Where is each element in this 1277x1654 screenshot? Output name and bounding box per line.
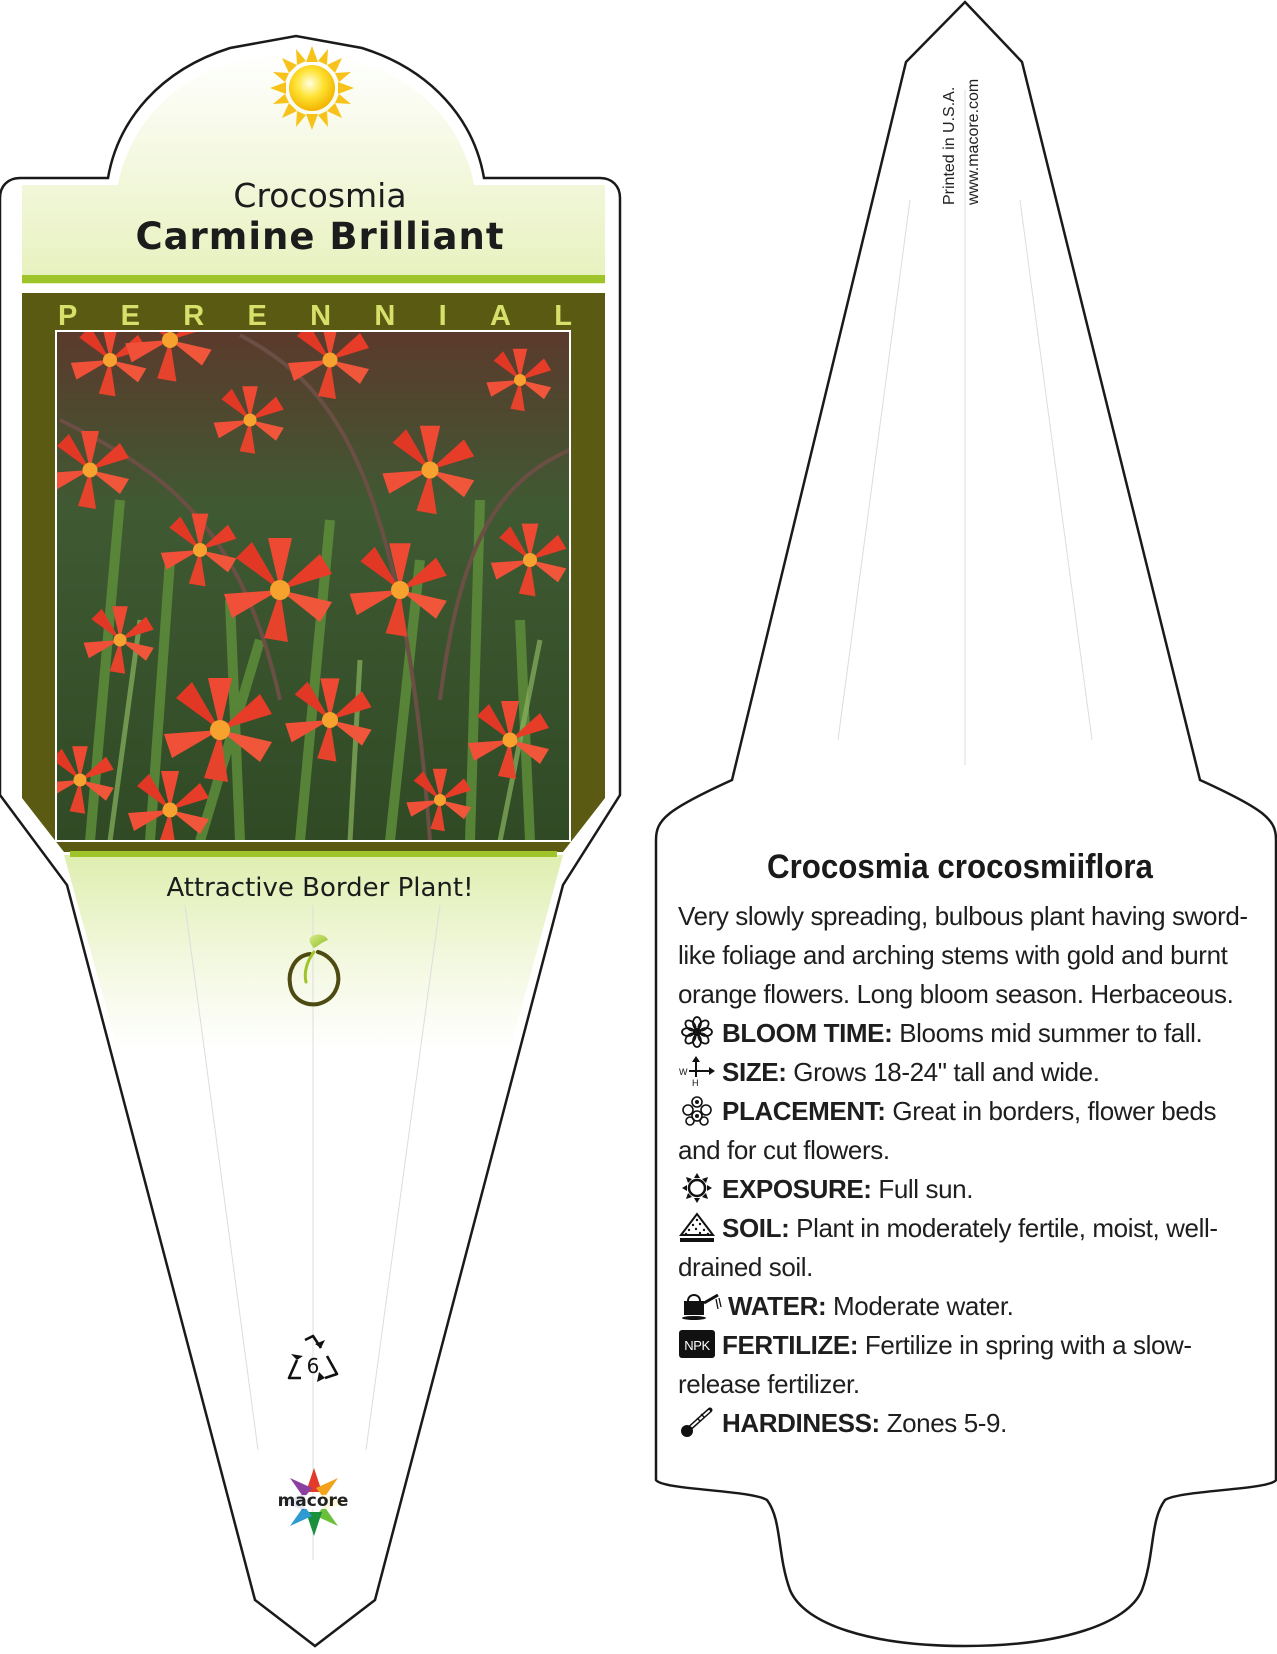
category-letter: I [438, 300, 447, 332]
flower-icon [678, 1016, 716, 1048]
care-row-placement [678, 1092, 1258, 1170]
category-letter: R [183, 300, 205, 332]
category-letter: N [374, 300, 396, 332]
care-text: Moderate water. [833, 1291, 1014, 1321]
flower-cluster-icon [678, 1094, 716, 1126]
care-info [678, 897, 1258, 1443]
category-letter: E [120, 300, 140, 332]
recycle-code: 6 [306, 1354, 320, 1378]
svg-text:NPK: NPK [684, 1338, 710, 1353]
soil-pile-icon [678, 1211, 716, 1243]
care-text: Plant in moderately fertile, moist, well-drained soil. [678, 1213, 1218, 1282]
svg-text:W: W [679, 1067, 688, 1077]
description: Very slowly spreading, bulbous plant having sword-like foliage and arching stems with gold and burnt orange flowers. Long bloom season. Herbaceous. [678, 901, 1248, 1009]
category-letter: L [554, 300, 572, 332]
print-info [938, 79, 986, 205]
watering-can-icon [678, 1289, 722, 1321]
care-row-hardiness [678, 1404, 1258, 1443]
latin-name: Crocosmia crocosmiiflora [767, 848, 1153, 886]
sun-outline-icon [678, 1172, 716, 1204]
care-label: PLACEMENT: [722, 1096, 886, 1126]
care-label: BLOOM TIME: [722, 1018, 893, 1048]
care-text: Grows 18-24" tall and wide. [793, 1057, 1100, 1087]
care-row-bloom-time [678, 1014, 1258, 1053]
care-text: Blooms mid summer to fall. [899, 1018, 1203, 1048]
svg-text:H: H [692, 1078, 699, 1087]
category-letter: E [247, 300, 267, 332]
thermometer-icon [678, 1406, 716, 1438]
care-text: Full sun. [878, 1174, 974, 1204]
care-row-soil [678, 1209, 1258, 1287]
care-row-water [678, 1287, 1258, 1326]
category-letter: P [58, 300, 78, 332]
npk-icon [678, 1328, 716, 1360]
care-label: EXPOSURE: [722, 1174, 872, 1204]
printed-in: Printed in U.S.A. [941, 86, 958, 205]
care-text: Zones 5-9. [886, 1408, 1007, 1438]
category-letter: N [310, 300, 332, 332]
tagline: Attractive Border Plant! [166, 873, 474, 903]
category-letter: A [490, 300, 511, 332]
care-row-size [678, 1053, 1258, 1092]
care-row-exposure [678, 1170, 1258, 1209]
care-label: SIZE: [722, 1057, 787, 1087]
care-label: SOIL: [722, 1213, 790, 1243]
cultivar-name: Carmine Brilliant [135, 215, 505, 258]
size-arrows-icon [678, 1055, 716, 1087]
care-label: HARDINESS: [722, 1408, 880, 1438]
care-text: Great in borders, flower beds and for cut flowers. [678, 1096, 1217, 1165]
care-row-fertilize [678, 1326, 1258, 1404]
care-label: FERTILIZE: [722, 1330, 859, 1360]
website: www.macore.com [965, 78, 982, 205]
brand-name: macore [277, 1491, 349, 1511]
genus-name: Crocosmia [233, 176, 407, 215]
care-label: WATER: [728, 1291, 827, 1321]
care-text: Fertilize in spring with a slow-release fertilizer. [678, 1330, 1192, 1399]
